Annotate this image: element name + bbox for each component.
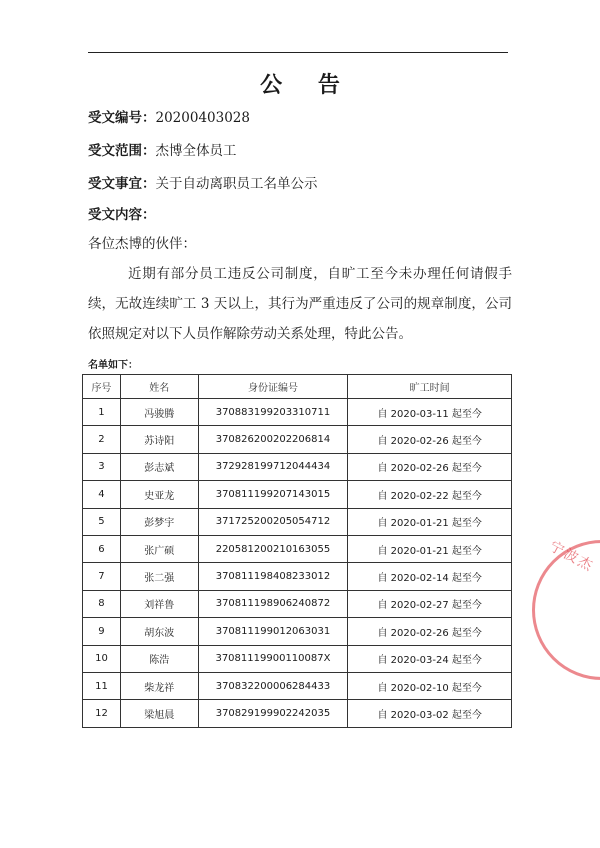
cell-absence-time: 自 2020-01-21 起至今 (348, 508, 512, 535)
cell-name: 陈浩 (120, 645, 198, 672)
doc-scope-value: 杰博全体员工 (155, 143, 237, 159)
cell-absence-time: 自 2020-02-26 起至今 (348, 453, 512, 480)
top-rule (88, 52, 508, 53)
cell-name: 柴龙祥 (120, 672, 198, 699)
cell-id-number: 370832200006284433 (198, 672, 348, 699)
cell-id-number: 220581200210163055 (198, 535, 348, 562)
cell-name: 彭梦宇 (120, 508, 198, 535)
cell-absence-time: 自 2020-03-02 起至今 (348, 700, 512, 727)
table-row (83, 535, 512, 562)
cell-index: 5 (83, 508, 121, 535)
table-row (83, 618, 512, 645)
table-header-row (83, 375, 512, 399)
cell-id-number: 370826200202206814 (198, 426, 348, 453)
cell-absence-time: 自 2020-01-21 起至今 (348, 535, 512, 562)
doc-number-label: 受文编号： (88, 110, 156, 126)
cell-id-number: 372928199712044434 (198, 453, 348, 480)
cell-id-number: 370811198408233012 (198, 563, 348, 590)
cell-index: 11 (83, 672, 121, 699)
cell-absence-time: 自 2020-02-27 起至今 (348, 590, 512, 617)
cell-id-number: 371725200205054712 (198, 508, 348, 535)
header-index: 序号 (83, 375, 121, 399)
cell-index: 12 (83, 700, 121, 727)
cell-id-number: 370811199207143015 (198, 481, 348, 508)
cell-absence-time: 自 2020-03-11 起至今 (348, 399, 512, 426)
list-caption: 名单如下： (88, 360, 138, 371)
cell-name: 彭志斌 (120, 453, 198, 480)
cell-id-number: 37081119900110087X (198, 645, 348, 672)
cell-name: 史亚龙 (120, 481, 198, 508)
table-row (83, 700, 512, 727)
cell-name: 苏诗阳 (120, 426, 198, 453)
cell-name: 冯骏腾 (120, 399, 198, 426)
cell-absence-time: 自 2020-02-22 起至今 (348, 481, 512, 508)
cell-index: 4 (83, 481, 121, 508)
cell-index: 6 (83, 535, 121, 562)
header-absence-time: 旷工时间 (348, 375, 512, 399)
cell-index: 10 (83, 645, 121, 672)
table-row (83, 672, 512, 699)
cell-id-number: 370883199203310711 (198, 399, 348, 426)
cell-index: 2 (83, 426, 121, 453)
cell-absence-time: 自 2020-03-24 起至今 (348, 645, 512, 672)
cell-name: 张二强 (120, 563, 198, 590)
table-row (83, 645, 512, 672)
cell-absence-time: 自 2020-02-10 起至今 (348, 672, 512, 699)
body-paragraph: 近期有部分员工违反公司制度，自旷工至今未办理任何请假手续，无故连续旷工 3 天以上，其行为严重违反了公司的规章制度，公司依照规定对以下人员作解除劳动关系处理，特此公告。 (88, 266, 512, 342)
company-seal-text: 宁波杰 (546, 538, 597, 576)
header-name: 姓名 (120, 375, 198, 399)
doc-subject-value: 关于自动离职员工名单公示 (155, 176, 318, 192)
cell-name: 张广硕 (120, 535, 198, 562)
doc-scope-field (88, 139, 237, 159)
table-row (83, 590, 512, 617)
doc-subject-field (88, 172, 318, 192)
doc-subject-label: 受文事宜： (88, 176, 156, 192)
cell-index: 9 (83, 618, 121, 645)
greeting: 各位杰博的伙伴： (88, 236, 196, 252)
cell-absence-time: 自 2020-02-14 起至今 (348, 563, 512, 590)
cell-index: 7 (83, 563, 121, 590)
table-body (83, 399, 512, 728)
cell-absence-time: 自 2020-02-26 起至今 (348, 426, 512, 453)
cell-name: 梁旭晨 (120, 700, 198, 727)
table-row (83, 481, 512, 508)
cell-id-number: 370829199902242035 (198, 700, 348, 727)
cell-index: 3 (83, 453, 121, 480)
table-row (83, 563, 512, 590)
cell-name: 胡东波 (120, 618, 198, 645)
doc-number-value: 20200403028 (155, 110, 250, 126)
cell-name: 刘祥鲁 (120, 590, 198, 617)
cell-index: 8 (83, 590, 121, 617)
cell-id-number: 370811199012063031 (198, 618, 348, 645)
cell-absence-time: 自 2020-02-26 起至今 (348, 618, 512, 645)
document-title: 公 告 (260, 73, 354, 98)
header-id-number: 身份证编号 (198, 375, 348, 399)
cell-index: 1 (83, 399, 121, 426)
doc-scope-label: 受文范围： (88, 143, 156, 159)
table-row (83, 399, 512, 426)
table-row (83, 508, 512, 535)
employee-table (82, 374, 512, 728)
table-row (83, 453, 512, 480)
doc-content-label: 受文内容： (88, 207, 156, 223)
doc-number-field (88, 106, 250, 126)
cell-id-number: 370811198906240872 (198, 590, 348, 617)
doc-content-field (88, 203, 156, 223)
table-row (83, 426, 512, 453)
